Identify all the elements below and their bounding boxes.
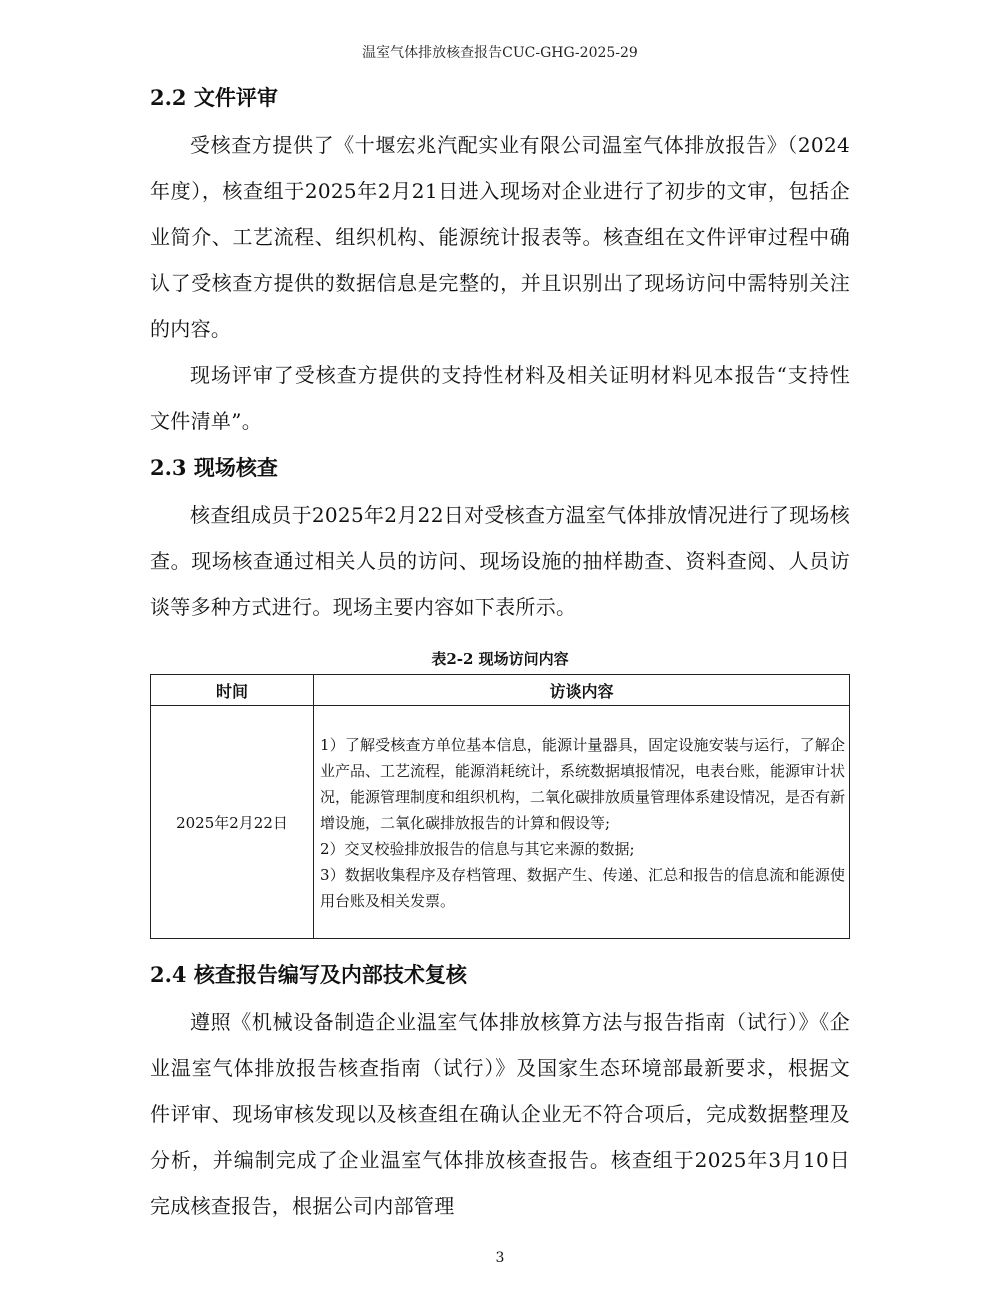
table-caption: 表2-2 现场访问内容	[431, 650, 569, 668]
page-number: 3	[495, 1250, 505, 1266]
paragraph: 遵照《机械设备制造企业温室气体排放核算方法与报告指南（试行）》《企业温室气体排放报告核查指南（试行）》及国家生态环境部最新要求，根据文件评审、现场审核发现以及核查组在确认企业无不符合项后，完成数据整理及分析，并编制完成了企业温室气体排放核查报告。核查组于2025年3月10日完成核查报告，根据公司内部管理	[150, 1010, 850, 1218]
table-content-item: 2）交叉校验排放报告的信息与其它来源的数据;	[320, 840, 635, 858]
table-header-content: 访谈内容	[314, 675, 850, 706]
table-header-time: 时间	[151, 675, 314, 706]
table-cell-content	[314, 706, 850, 939]
paragraph: 受核查方提供了《十堰宏兆汽配实业有限公司温室气体排放报告》（2024年度），核查组于2025年2月21日进入现场对企业进行了初步的文审，包括企业简介、工艺流程、组织机构、能源统计报表等。核查组在文件评审过程中确认了受核查方提供的数据信息是完整的，并且识别出了现场访问中需特别关注的内容。	[150, 133, 850, 341]
page-header: 温室气体排放核查报告CUC-GHG-2025-29	[362, 45, 638, 61]
document-body	[150, 74, 850, 1229]
table-row	[151, 706, 850, 939]
table-content-item: 1）了解受核查方单位基本信息，能源计量器具，固定设施安装与运行，了解企业产品、工艺流程，能源消耗统计，系统数据填报情况，电表台账，能源审计状况，能源管理制度和组织机构，二氧化碳排放质量管理体系建设情况，是否有新增设施，二氧化碳排放报告的计算和假设等;	[320, 736, 846, 832]
site-visit-table	[150, 674, 850, 939]
section-heading-2-3: 2.3 现场核查	[150, 455, 278, 480]
table-cell-time: 2025年2月22日	[151, 706, 314, 939]
section-heading-2-4: 2.4 核查报告编写及内部技术复核	[150, 962, 467, 987]
table-header-row	[151, 675, 850, 706]
section-heading-2-2: 2.2 文件评审	[150, 85, 278, 110]
paragraph: 现场评审了受核查方提供的支持性材料及相关证明材料见本报告“支持性文件清单”。	[150, 363, 850, 433]
paragraph: 核查组成员于2025年2月22日对受核查方温室气体排放情况进行了现场核查。现场核查通过相关人员的访问、现场设施的抽样勘查、资料查阅、人员访谈等多种方式进行。现场主要内容如下表所示。	[150, 503, 850, 619]
table-content-item: 3）数据收集程序及存档管理、数据产生、传递、汇总和报告的信息流和能源使用台账及相关发票。	[320, 866, 845, 910]
